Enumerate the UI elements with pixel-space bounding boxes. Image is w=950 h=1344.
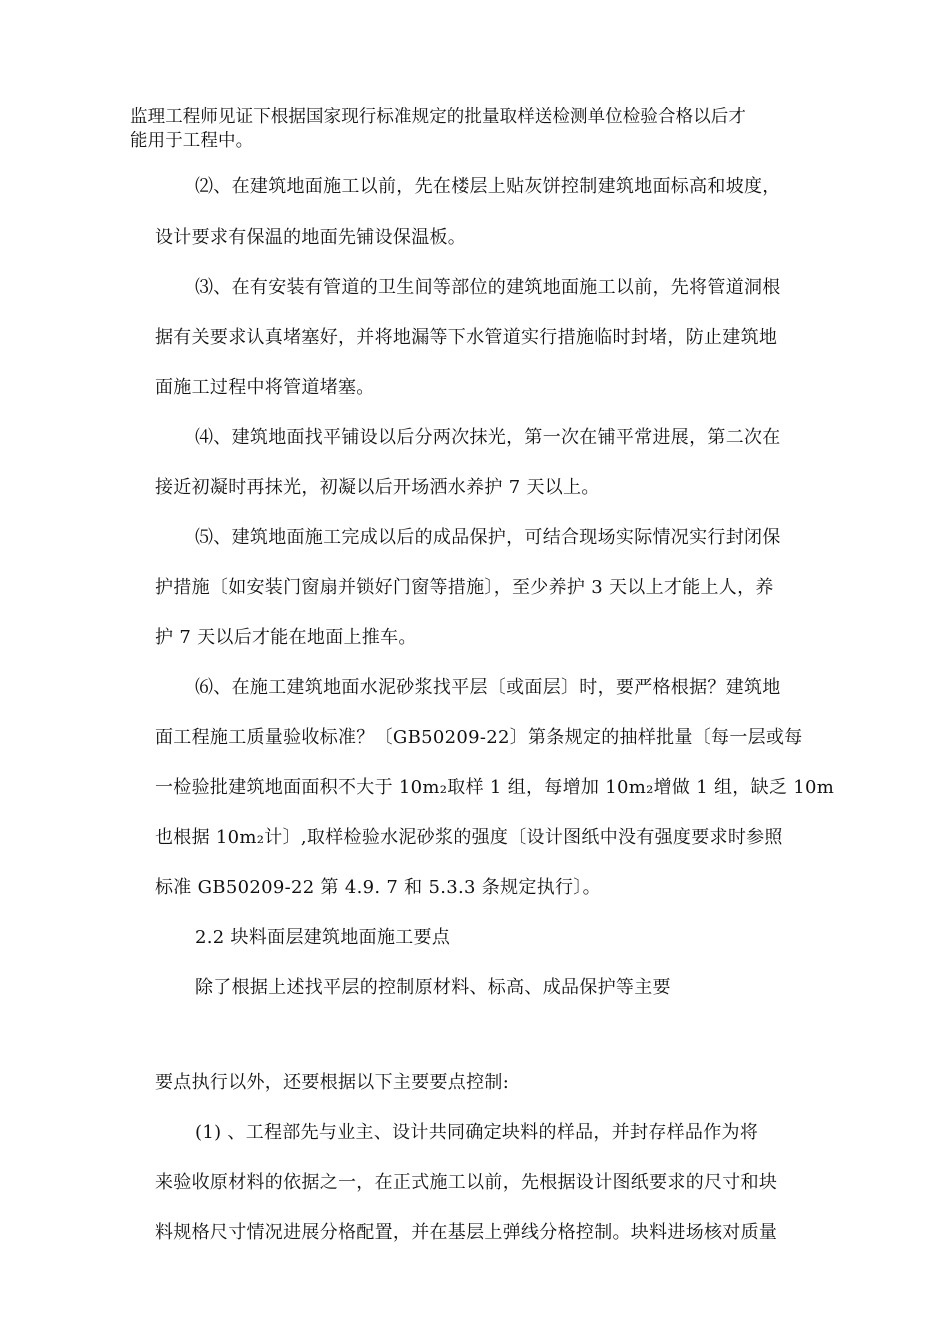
text-line: 面施工过程中将管道堵塞。	[155, 377, 375, 398]
text-line: ⑶、在有安装有管道的卫生间等部位的建筑地面施工以前，先将管道洞根	[195, 277, 781, 298]
text-line: 一检验批建筑地面面积不大于 10m₂取样 1 组，每增加 10m₂增做 1 组，缺乏 10m	[155, 777, 835, 798]
text-line: 护 7 天以后才能在地面上推车。	[155, 627, 417, 648]
text-line: ⑵、在建筑地面施工以前，先在楼层上贴灰饼控制建筑地面标高和坡度，	[195, 176, 781, 197]
text-line: 能用于工程中。	[130, 131, 254, 151]
text-line: 据有关要求认真堵塞好，并将地漏等下水管道实行措施临时封堵，防止建筑地	[155, 327, 778, 348]
text-line: 标准 GB50209-22 第 4.9. 7 和 5.3.3 条规定执行〕。	[155, 877, 601, 898]
text-line: 来验收原材料的依据之一，在正式施工以前，先根据设计图纸要求的尺寸和块	[155, 1172, 778, 1193]
text-line: 面工程施工质量验收标准？〔GB50209-22〕第条规定的抽样批量〔每一层或每	[155, 727, 803, 748]
section-heading: 2.2 块料面层建筑地面施工要点	[195, 927, 451, 948]
text-line: ⑷、建筑地面找平铺设以后分两次抹光，第一次在铺平常进展，第二次在	[195, 427, 781, 448]
text-line: ⑸、建筑地面施工完成以后的成品保护，可结合现场实际情况实行封闭保	[195, 527, 781, 548]
text-line: 除了根据上述找平层的控制原材料、标高、成品保护等主要	[195, 977, 671, 998]
text-line: 要点执行以外，还要根据以下主要要点控制:	[155, 1072, 510, 1093]
text-line: 接近初凝时再抹光，初凝以后开场洒水养护 7 天以上。	[155, 477, 600, 498]
text-line: 料规格尺寸情况进展分格配置，并在基层上弹线分格控制。块料进场核对质量	[155, 1222, 778, 1243]
text-line: 护措施〔如安装门窗扇并锁好门窗等措施〕，至少养护 3 天以上才能上人，养	[155, 577, 774, 598]
text-line: 监理工程师见证下根据国家现行标准规定的批量取样送检测单位检验合格以后才	[130, 107, 746, 127]
text-line: ⑹、在施工建筑地面水泥砂浆找平层〔或面层〕时，要严格根据？建筑地	[195, 677, 781, 698]
text-line: 也根据 10m₂计〕,取样检验水泥砂浆的强度〔设计图纸中没有强度要求时参照	[155, 827, 783, 848]
text-line: (1) 、工程部先与业主、设计共同确定块料的样品，并封存样品作为将	[195, 1122, 759, 1143]
text-line: 设计要求有保温的地面先铺设保温板。	[155, 227, 467, 248]
